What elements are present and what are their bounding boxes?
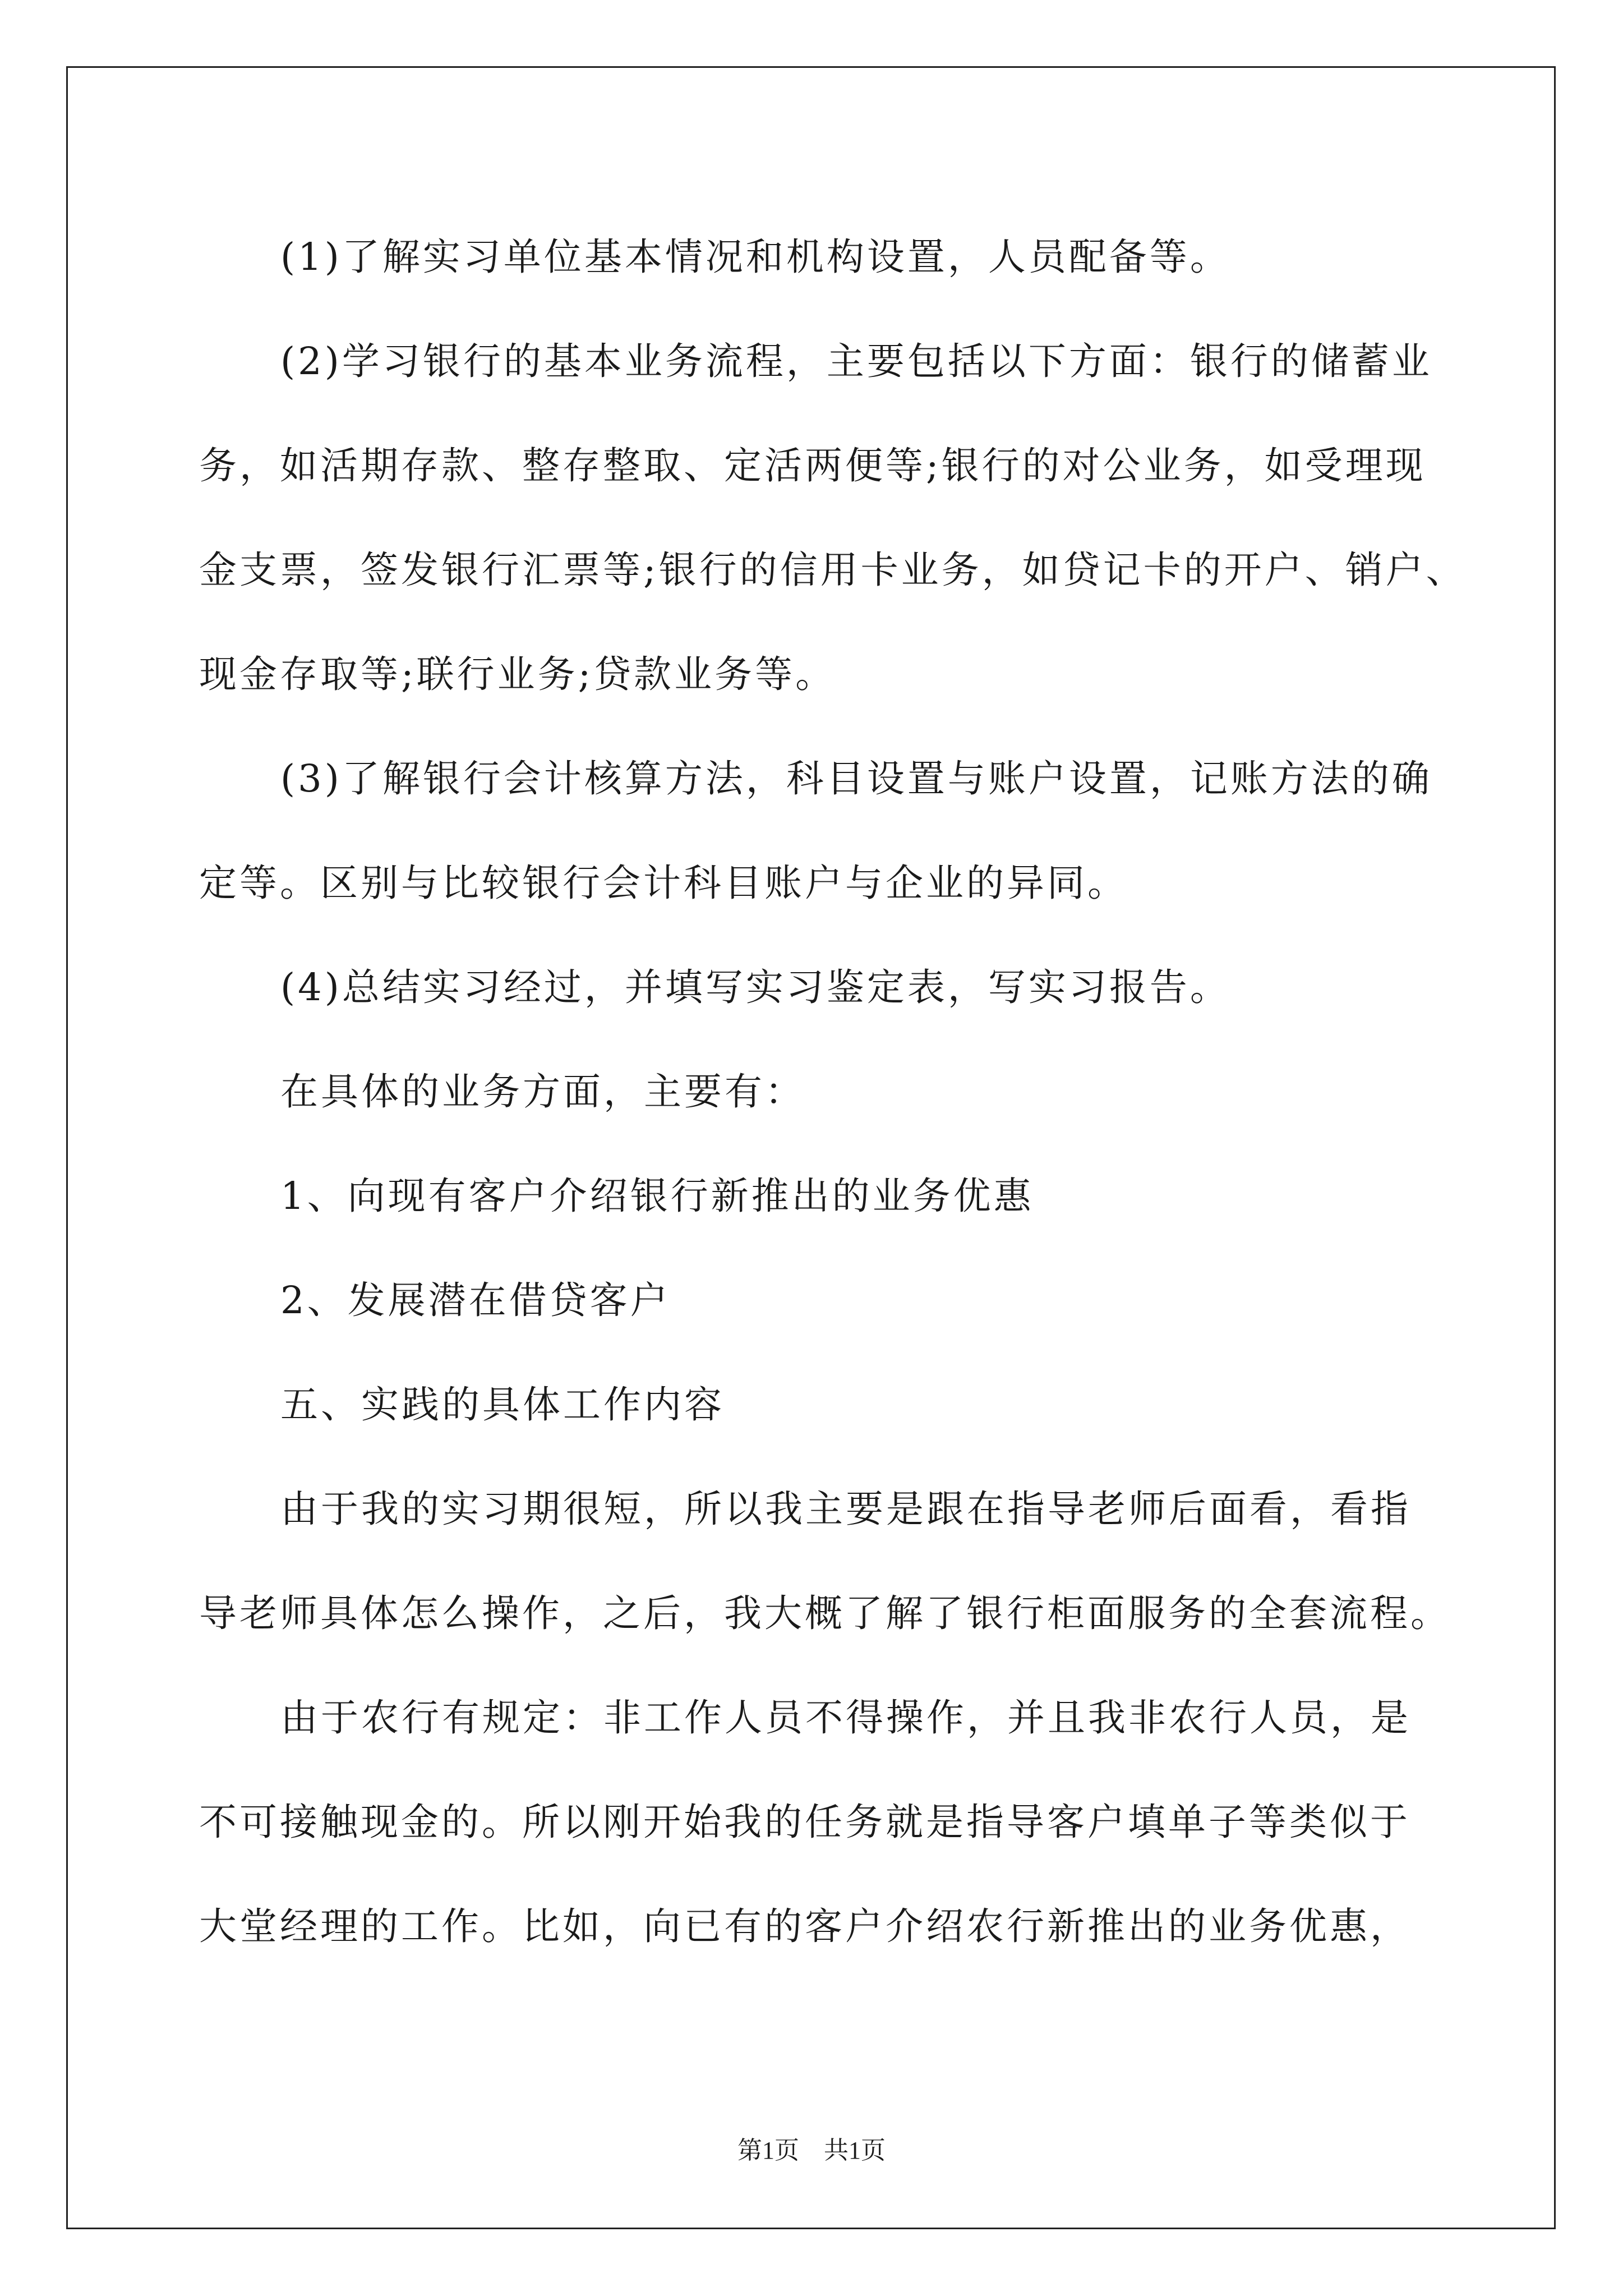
page-footer: 第1页 共1页 [737,2137,886,2164]
text-line: 现金存取等;联行业务;贷款业务等。 [199,652,836,696]
document-body [199,205,1467,1978]
text-line: 定等。区别与比较银行会计科目账户与企业的异同。 [199,861,1128,905]
text-line: 导老师具体怎么操作，之后，我大概了解了银行柜面服务的全套流程。 [199,1591,1451,1635]
list-item: 1、向现有客户介绍银行新推出的业务优惠 [280,1174,1034,1218]
text-line: 金支票，签发银行汇票等;银行的信用卡业务，如贷记卡的开户、销户、 [199,548,1467,592]
text-line: 由于农行有规定：非工作人员不得操作，并且我非农行人员，是 [280,1696,1411,1740]
text-line: (2)学习银行的基本业务流程，主要包括以下方面：银行的储蓄业 [280,339,1432,383]
text-line: 由于我的实习期很短，所以我主要是跟在指导老师后面看，看指 [280,1487,1411,1531]
text-line: 不可接触现金的。所以刚开始我的任务就是指导客户填单子等类似于 [199,1800,1410,1844]
list-item: 2、发展潜在借贷客户 [280,1278,671,1322]
text-line: (3)了解银行会计核算方法，科目设置与账户设置，记账方法的确 [280,757,1432,800]
text-line: (4)总结实习经过，并填写实习鉴定表，写实习报告。 [280,965,1230,1009]
section-heading: 五、实践的具体工作内容 [280,1383,725,1427]
text-line: 在具体的业务方面，主要有： [280,1070,805,1114]
text-line: 大堂经理的工作。比如，向已有的客户介绍农行新推出的业务优惠， [199,1904,1410,1948]
text-line: (1)了解实习单位基本情况和机构设置，人员配备等。 [280,235,1230,279]
text-line: 务，如活期存款、整存整取、定活两便等;银行的对公业务，如受理现 [199,444,1426,487]
